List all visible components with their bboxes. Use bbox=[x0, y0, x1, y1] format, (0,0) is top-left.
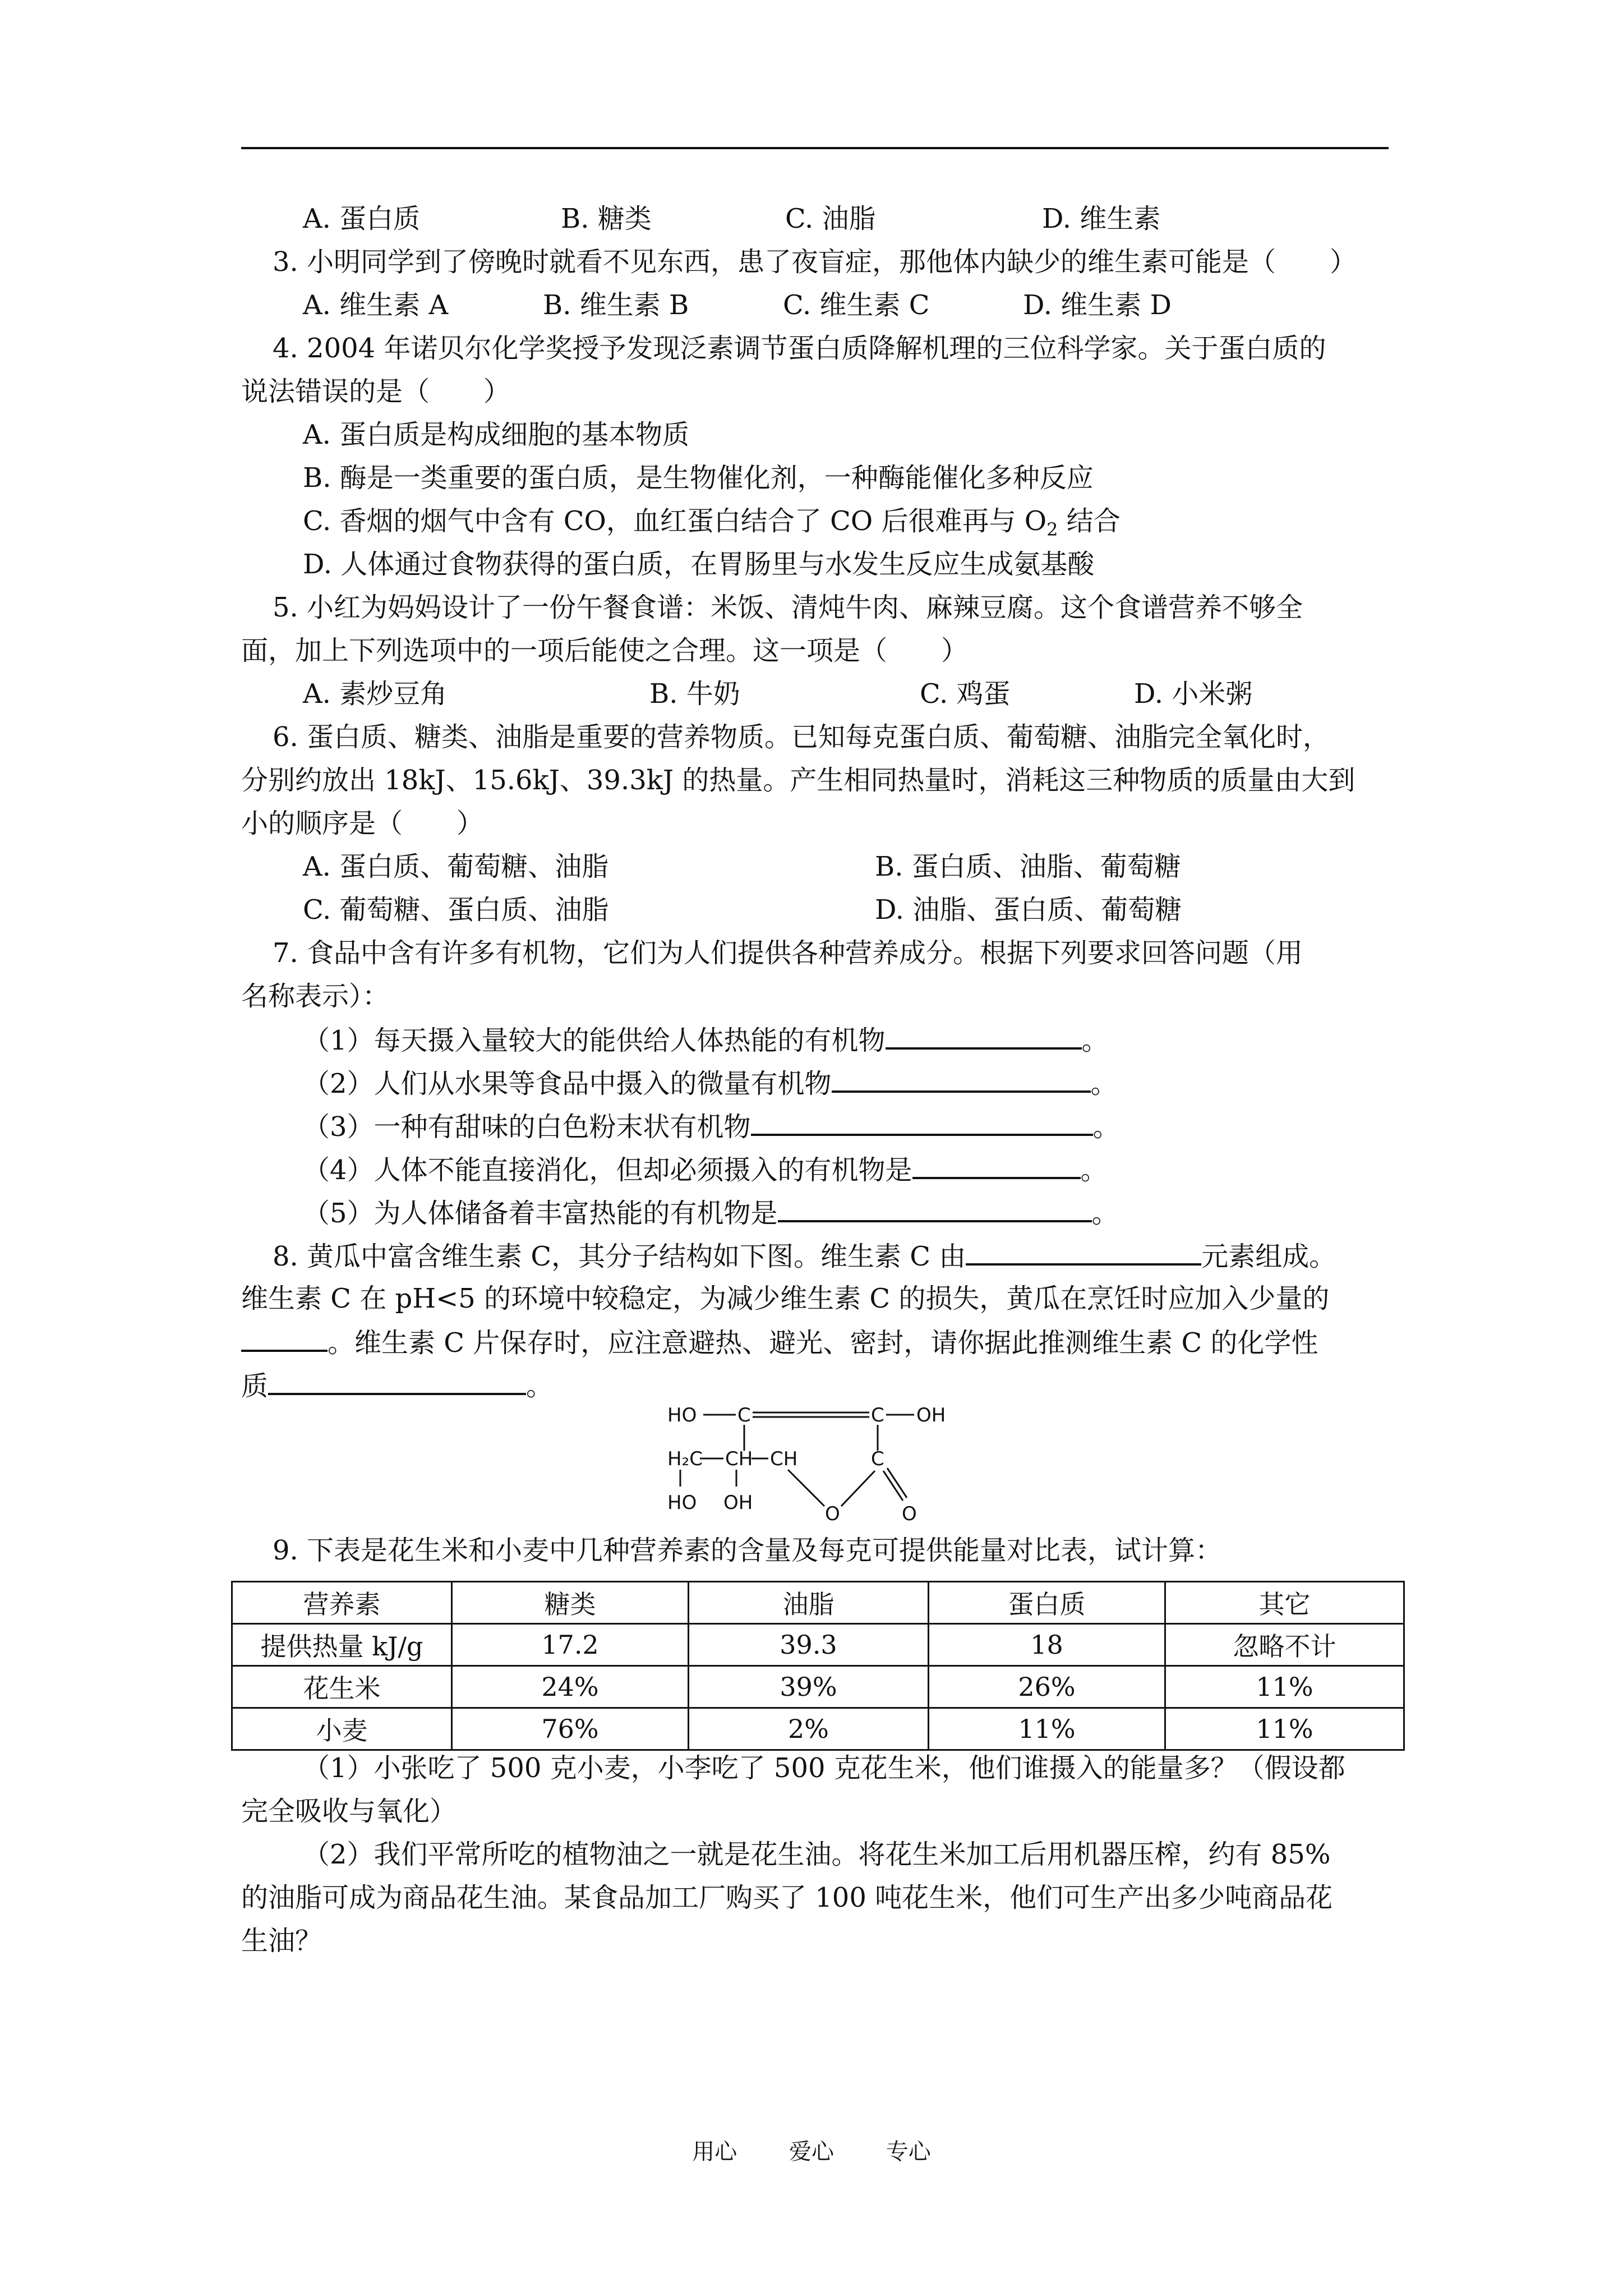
q7-item-2-text: （2）人们从水果等食品中摄入的微量有机物 bbox=[303, 1068, 832, 1099]
table-header-cell: 蛋白质 bbox=[929, 1582, 1165, 1624]
table-row bbox=[232, 1708, 1404, 1750]
table-header-row bbox=[232, 1582, 1404, 1624]
mol-ho-bottom: HO bbox=[667, 1492, 697, 1514]
q9-stem: 9. 下表是花生米和小麦中几种营养素的含量及每克可提供能量对比表，试计算： bbox=[273, 1535, 1223, 1566]
q5-stem-line2: 面，加上下列选项中的一项后能使之合理。这一项是（ ） bbox=[241, 635, 969, 666]
table-row bbox=[232, 1624, 1404, 1666]
table-cell: 24% bbox=[452, 1666, 689, 1708]
q8-line1-end: 元素组成。 bbox=[1201, 1241, 1336, 1272]
table-cell: 76% bbox=[452, 1708, 689, 1750]
q9-part1-line1: （1）小张吃了 500 克小麦，小李吃了 500 克花生米，他们谁摄入的能量多？（假设都 bbox=[303, 1752, 1345, 1784]
answer-blank-5[interactable] bbox=[778, 1195, 1092, 1222]
table-cell: 小麦 bbox=[232, 1708, 452, 1750]
q5-option-c: C. 鸡蛋 bbox=[920, 678, 1011, 710]
answer-blank-2[interactable] bbox=[832, 1066, 1091, 1093]
q8-line2: 维生素 C 在 pH<5 的环境中较稳定，为减少维生素 C 的损失，黄瓜在烹饪时应加入少量的 bbox=[241, 1283, 1330, 1314]
q7-item-3-end: 。 bbox=[1092, 1111, 1120, 1143]
answer-blank-additive[interactable] bbox=[241, 1325, 328, 1352]
q6-stem-line3: 小的顺序是（ ） bbox=[241, 808, 484, 839]
q8-line1-text: 8. 黄瓜中富含维生素 C，其分子结构如下图。维生素 C 由 bbox=[273, 1241, 966, 1272]
q3-stem: 3. 小明同学到了傍晚时就看不见东西，患了夜盲症，那他体内缺少的维生素可能是（ ） bbox=[273, 246, 1357, 278]
q8-line4 bbox=[241, 1368, 553, 1403]
table-cell: 花生米 bbox=[232, 1666, 452, 1708]
q6-stem-line1: 6. 蛋白质、糖类、油脂是重要的营养物质。已知每克蛋白质、葡萄糖、油脂完全氧化时， bbox=[273, 721, 1330, 753]
q4-option-d: D. 人体通过食物获得的蛋白质，在胃肠里与水发生反应生成氨基酸 bbox=[303, 549, 1095, 580]
q9-part2-line3: 生油？ bbox=[241, 1925, 322, 1957]
q4-stem-line1: 4. 2004 年诺贝尔化学奖授予发现泛素调节蛋白质降解机理的三位科学家。关于蛋白质的 bbox=[273, 333, 1326, 364]
q7-item-1 bbox=[303, 1023, 1109, 1057]
mol-ring-bond bbox=[788, 1470, 824, 1506]
vitamin-c-structure bbox=[667, 1402, 970, 1531]
q4-option-c-end: 结合 bbox=[1058, 505, 1121, 537]
q8-line3 bbox=[241, 1325, 1318, 1360]
q7-item-5-text: （5）为人体储备着丰富热能的有机物是 bbox=[303, 1198, 778, 1229]
mol-oh-top: OH bbox=[916, 1404, 946, 1427]
q7-item-4 bbox=[303, 1152, 1108, 1187]
q7-stem-line1: 7. 食品中含有许多有机物，它们为人们提供各种营养成分。根据下列要求回答问题（用 bbox=[273, 937, 1303, 969]
q8-line1 bbox=[273, 1239, 1336, 1273]
q7-item-5 bbox=[303, 1195, 1119, 1230]
table-header-cell: 营养素 bbox=[232, 1582, 452, 1624]
table-cell: 11% bbox=[929, 1708, 1165, 1750]
q5-option-a: A. 素炒豆角 bbox=[303, 678, 448, 710]
table-cell: 提供热量 kJ/g bbox=[232, 1624, 452, 1666]
q6-option-a: A. 蛋白质、葡萄糖、油脂 bbox=[303, 851, 609, 882]
mol-c1: C bbox=[737, 1404, 751, 1427]
answer-blank-elements[interactable] bbox=[966, 1239, 1201, 1266]
table-cell: 2% bbox=[689, 1708, 929, 1750]
answer-blank-1[interactable] bbox=[886, 1023, 1082, 1050]
q4-option-c bbox=[303, 504, 1121, 546]
q4-stem-line2: 说法错误的是（ ） bbox=[241, 376, 511, 407]
table-cell: 11% bbox=[1165, 1708, 1404, 1750]
q7-item-5-end: 。 bbox=[1091, 1198, 1119, 1229]
q7-item-1-end: 。 bbox=[1081, 1025, 1109, 1056]
q2-option-c: C. 油脂 bbox=[785, 203, 876, 234]
header-rule bbox=[241, 147, 1389, 149]
answer-blank-property[interactable] bbox=[268, 1368, 526, 1395]
q4-option-a: A. 蛋白质是构成细胞的基本物质 bbox=[303, 419, 690, 450]
mol-ch1: CH bbox=[725, 1448, 753, 1470]
mol-ch2: CH bbox=[770, 1448, 798, 1470]
table-cell: 39% bbox=[689, 1666, 929, 1708]
q2-option-b: B. 糖类 bbox=[561, 203, 652, 234]
answer-blank-4[interactable] bbox=[912, 1152, 1081, 1179]
nutrition-table bbox=[231, 1581, 1405, 1751]
q4-option-b: B. 酶是一类重要的蛋白质，是生物催化剂，一种酶能催化多种反应 bbox=[303, 462, 1094, 494]
answer-blank-3[interactable] bbox=[751, 1109, 1093, 1136]
q3-option-c: C. 维生素 C bbox=[783, 289, 930, 321]
q2-option-d: D. 维生素 bbox=[1042, 203, 1161, 234]
q5-option-d: D. 小米粥 bbox=[1134, 678, 1253, 710]
q7-item-4-text: （4）人体不能直接消化，但却必须摄入的有机物是 bbox=[303, 1154, 912, 1186]
q3-option-a: A. 维生素 A bbox=[303, 289, 449, 321]
q6-option-b: B. 蛋白质、油脂、葡萄糖 bbox=[875, 851, 1181, 882]
mol-o-ring: O bbox=[825, 1503, 840, 1525]
table-cell: 忽略不计 bbox=[1165, 1624, 1404, 1666]
footer-word: 用心 bbox=[692, 2139, 737, 2165]
q7-item-4-end: 。 bbox=[1080, 1154, 1108, 1186]
q4-option-c-text: C. 香烟的烟气中含有 CO，血红蛋白结合了 CO 后很难再与 O bbox=[303, 505, 1047, 537]
q7-item-2 bbox=[303, 1066, 1118, 1101]
mol-c2: C bbox=[871, 1404, 884, 1427]
q9-part2-line2: 的油脂可成为商品花生油。某食品加工厂购买了 100 吨花生米，他们可生产出多少吨商品花 bbox=[241, 1882, 1333, 1913]
mol-ho-top: HO bbox=[667, 1404, 697, 1427]
table-cell: 18 bbox=[929, 1624, 1165, 1666]
q7-item-3 bbox=[303, 1109, 1120, 1144]
q9-part2-line1: （2）我们平常所吃的植物油之一就是花生油。将花生米加工后用机器压榨，约有 85% bbox=[303, 1839, 1331, 1870]
mol-c3: C bbox=[871, 1448, 884, 1470]
table-cell: 17.2 bbox=[452, 1624, 689, 1666]
mol-o-keto: O bbox=[902, 1503, 917, 1525]
q8-line4-text: 质 bbox=[241, 1370, 269, 1402]
q5-option-b: B. 牛奶 bbox=[649, 678, 740, 710]
q2-option-a: A. 蛋白质 bbox=[303, 203, 421, 234]
q7-stem-line2: 名称表示）： bbox=[241, 981, 390, 1012]
q8-line3-text: 。维生素 C 片保存时，应注意避热、避光、密封，请你据此推测维生素 C 的化学性 bbox=[328, 1327, 1318, 1359]
table-cell: 39.3 bbox=[689, 1624, 929, 1666]
footer-word: 爱心 bbox=[789, 2139, 834, 2165]
q5-stem-line1: 5. 小红为妈妈设计了一份午餐食谱：米饭、清炖牛肉、麻辣豆腐。这个食谱营养不够全 bbox=[273, 592, 1303, 623]
q6-option-d: D. 油脂、蛋白质、葡萄糖 bbox=[875, 894, 1182, 926]
q9-part1-line2: 完全吸收与氧化） bbox=[241, 1796, 457, 1827]
q7-item-2-end: 。 bbox=[1090, 1068, 1118, 1099]
q8-line4-end: 。 bbox=[526, 1370, 554, 1402]
q6-option-c: C. 葡萄糖、蛋白质、油脂 bbox=[303, 894, 609, 926]
q3-option-b: B. 维生素 B bbox=[543, 289, 689, 321]
mol-keto-bond-b bbox=[887, 1468, 907, 1498]
table-header-cell: 糖类 bbox=[452, 1582, 689, 1624]
q7-item-1-text: （1）每天摄入量较大的能供给人体热能的有机物 bbox=[303, 1025, 886, 1056]
table-header-cell: 其它 bbox=[1165, 1582, 1404, 1624]
q6-stem-line2: 分别约放出 18kJ、15.6kJ、39.3kJ 的热量。产生相同热量时，消耗这三种物质的质量由大到 bbox=[241, 765, 1355, 796]
q3-option-d: D. 维生素 D bbox=[1023, 289, 1172, 321]
o2-subscript: 2 bbox=[1046, 519, 1058, 540]
mol-h2c: H₂C bbox=[667, 1448, 703, 1470]
q7-item-3-text: （3）一种有甜味的白色粉末状有机物 bbox=[303, 1111, 751, 1143]
footer-word: 专心 bbox=[886, 2139, 931, 2165]
table-cell: 11% bbox=[1165, 1666, 1404, 1708]
mol-ring-bond bbox=[841, 1471, 875, 1506]
mol-keto-bond-a bbox=[883, 1471, 903, 1501]
table-cell: 26% bbox=[929, 1666, 1165, 1708]
mol-oh-bottom: OH bbox=[723, 1492, 753, 1514]
page-footer bbox=[0, 2134, 1623, 2166]
table-header-cell: 油脂 bbox=[689, 1582, 929, 1624]
table-row bbox=[232, 1666, 1404, 1708]
